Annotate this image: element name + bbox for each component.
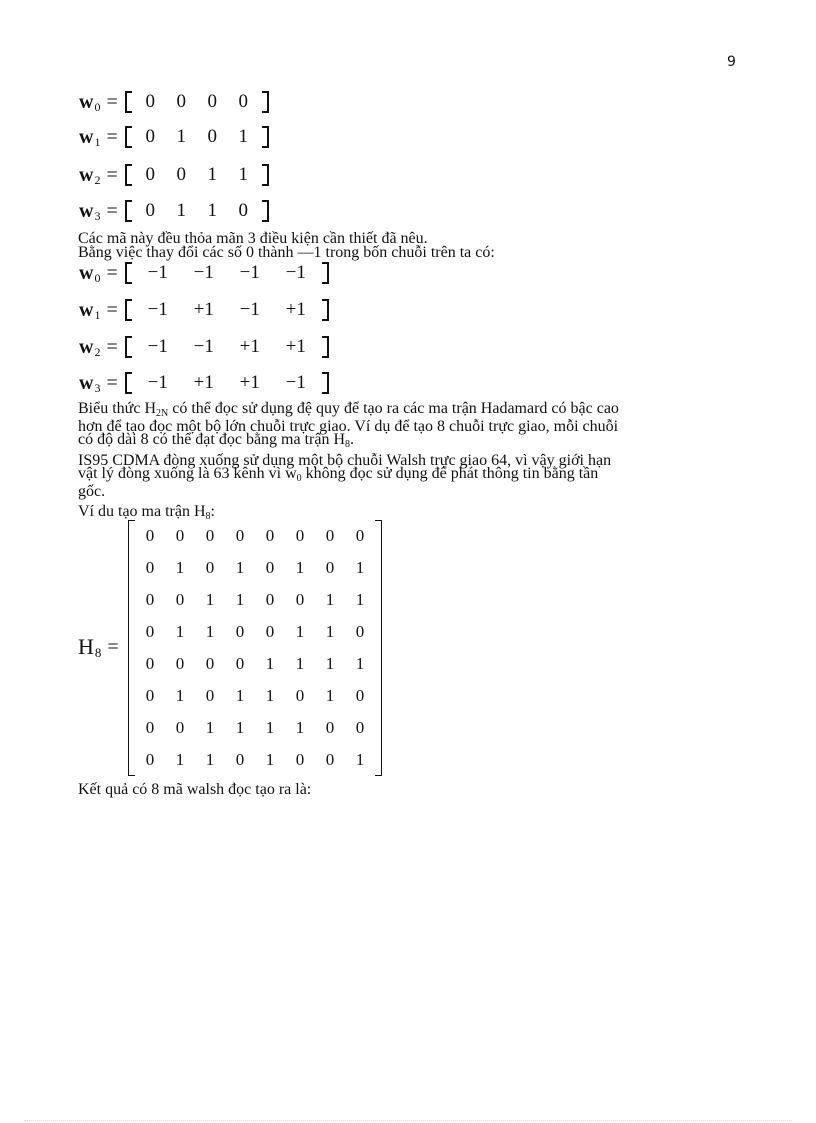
paragraph-line: Biểu thức H2N có thể đọc sử dụng đệ quy để tạo ra các ma trận Hadamard có bậc cao — [78, 400, 619, 419]
variable: w — [79, 163, 94, 186]
variable: w — [79, 298, 94, 321]
text-conditions-line: Các mã này đều thỏa mãn 3 điều kiện cần thiết đã nêu. — [78, 230, 428, 247]
matrix-cell: 0 — [295, 686, 305, 705]
equation-w1-binary — [79, 123, 269, 151]
matrix-cell: 1 — [205, 718, 215, 737]
paragraph-line: hơn để tạo đọc một bộ lớn chuỗi trực giao. Ví dụ để tạo 8 chuỗi trực giao, mỗi chuỗi — [78, 418, 619, 435]
equals-sign: = — [106, 335, 118, 358]
matrix-cell: 0 — [265, 558, 275, 577]
variable: w — [79, 125, 94, 148]
vector — [125, 91, 269, 113]
matrix-cell: 0 — [175, 590, 185, 609]
equals-sign: = — [106, 298, 118, 321]
matrix-name: H — [78, 634, 94, 659]
matrix-cell: 0 — [205, 686, 215, 705]
vector — [125, 126, 269, 148]
equals-sign: = — [106, 199, 118, 222]
vector — [125, 164, 269, 186]
variable: w — [79, 199, 94, 222]
matrix-cell: 1 — [265, 718, 275, 737]
matrix-cell: 1 — [205, 590, 215, 609]
matrix-cell: 0 — [205, 558, 215, 577]
vector-value: 1 — [207, 164, 217, 185]
subscript: 0 — [94, 270, 101, 285]
vector — [125, 336, 329, 358]
matrix-cell: 1 — [175, 558, 185, 577]
matrix-subscript: 8 — [94, 645, 102, 660]
matrix-cell: 0 — [325, 526, 335, 545]
matrix-cell: 0 — [235, 654, 245, 673]
matrix-left-bracket — [128, 520, 135, 776]
subscript: 1 — [94, 307, 101, 322]
equation-w3-binary — [79, 197, 269, 225]
matrix-cell: 0 — [355, 686, 365, 705]
matrix-cell: 1 — [265, 750, 275, 769]
matrix-cell: 1 — [355, 590, 365, 609]
matrix-cell: 0 — [145, 526, 155, 545]
matrix-cell: 1 — [235, 558, 245, 577]
vector-value: +1 — [285, 299, 306, 320]
matrix-cell: 0 — [235, 622, 245, 641]
matrix-cell: 0 — [175, 526, 185, 545]
matrix-cell: 0 — [205, 654, 215, 673]
vector-value: 0 — [176, 91, 186, 112]
vector-value: +1 — [239, 336, 260, 357]
vector — [125, 200, 269, 222]
subscript: 2 — [94, 344, 101, 359]
matrix-cell: 0 — [145, 686, 155, 705]
matrix-cell: 0 — [145, 718, 155, 737]
text-replace-line: Bằng việc thay đổi các số 0 thành —1 trong bốn chuỗi trên ta có: — [78, 244, 495, 261]
equals-sign: = — [107, 635, 119, 658]
vector-value: 0 — [176, 164, 186, 185]
matrix-cell: 1 — [325, 654, 335, 673]
matrix-cell: 0 — [145, 590, 155, 609]
matrix-cell: 1 — [295, 718, 305, 737]
page-number: 9 — [727, 54, 736, 70]
vector-value: 1 — [207, 200, 217, 221]
equals-sign: = — [106, 125, 118, 148]
matrix-cell: 1 — [175, 622, 185, 641]
matrix-cell: 0 — [175, 718, 185, 737]
equals-sign: = — [106, 163, 118, 186]
vector-value: 0 — [145, 126, 155, 147]
vector-value: +1 — [193, 372, 214, 393]
vector-value: 0 — [145, 91, 155, 112]
matrix-cell: 1 — [235, 686, 245, 705]
vector-value: 1 — [238, 164, 248, 185]
vector-value: −1 — [285, 372, 306, 393]
matrix-cell: 1 — [295, 622, 305, 641]
vector-value: 1 — [238, 126, 248, 147]
variable: w — [79, 90, 94, 113]
matrix-right-bracket — [375, 520, 382, 776]
matrix-cell: 0 — [145, 654, 155, 673]
matrix-cell: 0 — [145, 750, 155, 769]
vector — [125, 299, 329, 321]
matrix-cell: 1 — [355, 558, 365, 577]
text-example-line: Ví du tạo ma trận H8: — [78, 503, 215, 522]
matrix-cell: 0 — [295, 526, 305, 545]
vector-value: −1 — [285, 262, 306, 283]
vector-value: 0 — [238, 91, 248, 112]
matrix-cell: 0 — [355, 718, 365, 737]
matrix-cell: 0 — [175, 654, 185, 673]
matrix-cell: 1 — [325, 622, 335, 641]
vector-value: −1 — [147, 336, 168, 357]
matrix-cell: 1 — [235, 590, 245, 609]
matrix-cell: 1 — [355, 750, 365, 769]
vector-value: 0 — [207, 91, 217, 112]
matrix-cell: 0 — [235, 526, 245, 545]
equation-w0-binary — [79, 88, 269, 116]
equation-w2-binary — [79, 161, 269, 189]
paragraph-hadamard — [78, 402, 738, 451]
subscript: 3 — [94, 380, 101, 395]
matrix-cell: 0 — [355, 526, 365, 545]
variable: w — [79, 335, 94, 358]
equation-w1-bipolar — [79, 296, 329, 324]
matrix-cell: 0 — [325, 558, 335, 577]
vector-value: 1 — [176, 126, 186, 147]
matrix-grid — [135, 520, 375, 776]
matrix-cell: 1 — [355, 654, 365, 673]
subscript: 0 — [94, 99, 101, 114]
matrix-label — [78, 634, 126, 660]
paragraph-line: gốc. — [78, 483, 106, 500]
matrix-cell: 1 — [235, 718, 245, 737]
paragraph-line: có độ dài 8 có thể đạt đọc bằng ma trận H8. — [78, 431, 355, 450]
matrix-cell: 0 — [325, 718, 335, 737]
vector-value: −1 — [147, 372, 168, 393]
matrix-cell: 1 — [265, 686, 275, 705]
vector — [125, 372, 329, 394]
matrix-cell: 1 — [325, 686, 335, 705]
text-result-line: Kết quả có 8 mã walsh đọc tạo ra là: — [78, 781, 312, 798]
matrix-cell: 0 — [145, 558, 155, 577]
matrix-cell: 1 — [175, 750, 185, 769]
matrix-cell: 1 — [265, 654, 275, 673]
subscript: 2 — [94, 172, 101, 187]
equals-sign: = — [106, 261, 118, 284]
vector-value: 0 — [207, 126, 217, 147]
paragraph-line: IS95 CDMA đòng xuống sử dụng một bộ chuỗi Walsh trực giao 64, vì vậy giới hạn — [78, 452, 612, 469]
equals-sign: = — [106, 371, 118, 394]
matrix-cell: 0 — [145, 622, 155, 641]
vector-value: −1 — [239, 262, 260, 283]
vector-value: −1 — [147, 299, 168, 320]
matrix-cell: 0 — [265, 590, 275, 609]
vector-value: −1 — [239, 299, 260, 320]
equation-w0-bipolar — [79, 259, 329, 287]
matrix-cell: 0 — [355, 622, 365, 641]
vector-value: −1 — [147, 262, 168, 283]
variable: w — [79, 261, 94, 284]
vector — [125, 262, 329, 284]
paragraph-line: vật lý đòng xuống là 63 kênh vì w0 không đọc sử dụng để phát thông tin bằng tần — [78, 465, 599, 484]
matrix-cell: 1 — [205, 750, 215, 769]
vector-value: −1 — [193, 262, 214, 283]
matrix-cell: 1 — [205, 622, 215, 641]
matrix-cell: 0 — [235, 750, 245, 769]
matrix-cell: 0 — [265, 622, 275, 641]
matrix-cell: 0 — [325, 750, 335, 769]
equation-w3-bipolar — [79, 369, 329, 397]
hadamard-matrix-h8 — [128, 520, 382, 776]
vector-value: +1 — [193, 299, 214, 320]
matrix-cell: 1 — [295, 654, 305, 673]
vector-value: −1 — [193, 336, 214, 357]
subscript: 1 — [94, 134, 101, 149]
matrix-cell: 1 — [325, 590, 335, 609]
vector-value: 1 — [176, 200, 186, 221]
paragraph-is95 — [78, 454, 738, 498]
matrix-cell: 1 — [295, 558, 305, 577]
variable: w — [79, 371, 94, 394]
vector-value: 0 — [145, 200, 155, 221]
equals-sign: = — [106, 90, 118, 113]
footer-divider — [24, 1120, 792, 1121]
vector-value: 0 — [238, 200, 248, 221]
vector-value: +1 — [239, 372, 260, 393]
matrix-cell: 0 — [295, 590, 305, 609]
subscript: 3 — [94, 208, 101, 223]
vector-value: +1 — [285, 336, 306, 357]
matrix-cell: 0 — [295, 750, 305, 769]
equation-w2-bipolar — [79, 333, 329, 361]
matrix-cell: 0 — [205, 526, 215, 545]
matrix-cell: 0 — [265, 526, 275, 545]
vector-value: 0 — [145, 164, 155, 185]
matrix-cell: 1 — [175, 686, 185, 705]
